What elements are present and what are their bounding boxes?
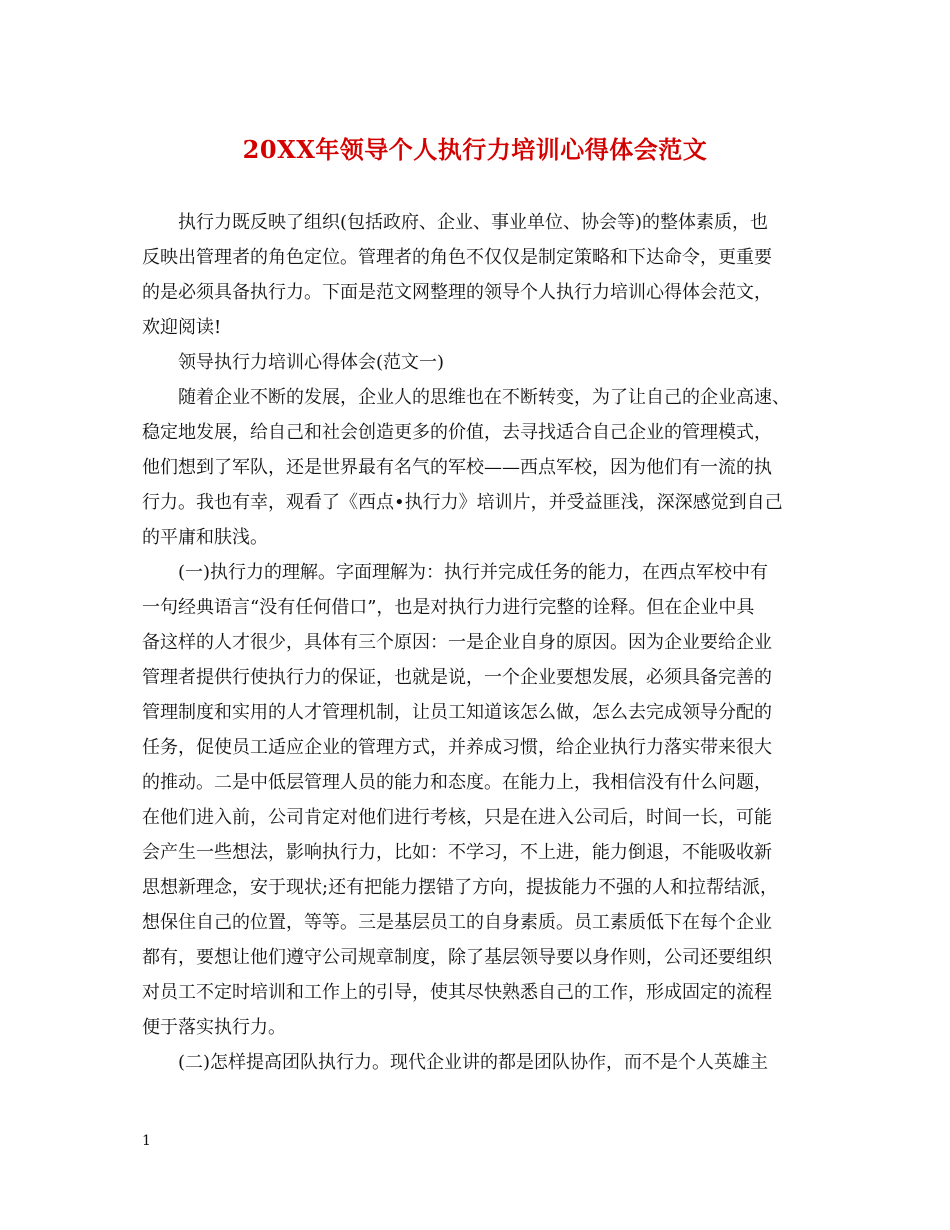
text-line: 他们想到了军队，还是世界最有名气的军校——西点军校，因为他们有一流的执 <box>142 457 772 478</box>
document-body <box>142 205 822 1080</box>
text-line: 思想新理念，安于现状;还有把能力摆错了方向，提拔能力不强的人和拉帮结派， <box>142 877 779 898</box>
document-title: 20XX年领导个人执行力培训心得体会范文 <box>242 135 708 164</box>
text-line: 领导执行力培训心得体会(范文一) <box>178 352 445 373</box>
text-line: 欢迎阅读! <box>142 317 222 338</box>
text-line: 随着企业不断的发展，企业人的思维也在不断转变，为了让自己的企业高速、 <box>178 387 790 408</box>
text-line: 管理制度和实用的人才管理机制，让员工知道该怎么做，怎么去完成领导分配的 <box>142 702 772 723</box>
text-line: 管理者提供行使执行力的保证，也就是说，一个企业要想发展，必须具备完善的 <box>142 667 772 688</box>
text-line: 在他们进入前，公司肯定对他们进行考核，只是在进入公司后，时间一长，可能 <box>142 807 772 828</box>
text-line: 行力。我也有幸，观看了《西点•执行力》培训片，并受益匪浅，深深感觉到自己 <box>142 492 783 513</box>
text-line: 执行力既反映了组织(包括政府、企业、事业单位、协会等)的整体素质，也 <box>178 212 769 233</box>
text-line: 反映出管理者的角色定位。管理者的角色不仅仅是制定策略和下达命令，更重要 <box>142 247 772 268</box>
page-number: 1 <box>142 1133 151 1149</box>
text-line: 都有，要想让他们遵守公司规章制度，除了基层领导要以身作则，公司还要组织 <box>142 947 772 968</box>
text-line: 的平庸和肤浅。 <box>142 527 268 548</box>
text-line: 备这样的人才很少，具体有三个原因：一是企业自身的原因。因为企业要给企业 <box>142 632 772 653</box>
text-line: (一)执行力的理解。字面理解为：执行并完成任务的能力，在西点军校中有 <box>178 562 769 583</box>
text-line: (二)怎样提高团队执行力。现代企业讲的都是团队协作，而不是个人英雄主 <box>178 1052 769 1073</box>
text-line: 对员工不定时培训和工作上的引导，使其尽快熟悉自己的工作，形成固定的流程 <box>142 982 772 1003</box>
text-line: 便于落实执行力。 <box>142 1017 286 1038</box>
text-line: 任务，促使员工适应企业的管理方式，并养成习惯，给企业执行力落实带来很大 <box>142 737 772 758</box>
text-line: 的是必须具备执行力。下面是范文网整理的领导个人执行力培训心得体会范文， <box>142 282 772 303</box>
text-line: 的推动。二是中低层管理人员的能力和态度。在能力上，我相信没有什么问题， <box>142 772 772 793</box>
text-line: 想保住自己的位置，等等。三是基层员工的自身素质。员工素质低下在每个企业 <box>142 912 772 933</box>
text-line: 会产生一些想法，影响执行力，比如：不学习，不上进，能力倒退，不能吸收新 <box>142 842 772 863</box>
text-line: 稳定地发展，给自己和社会创造更多的价值，去寻找适合自己企业的管理模式， <box>142 422 772 443</box>
text-line: 一句经典语言“没有任何借口”，也是对执行力进行完整的诠释。但在企业中具 <box>142 597 755 618</box>
